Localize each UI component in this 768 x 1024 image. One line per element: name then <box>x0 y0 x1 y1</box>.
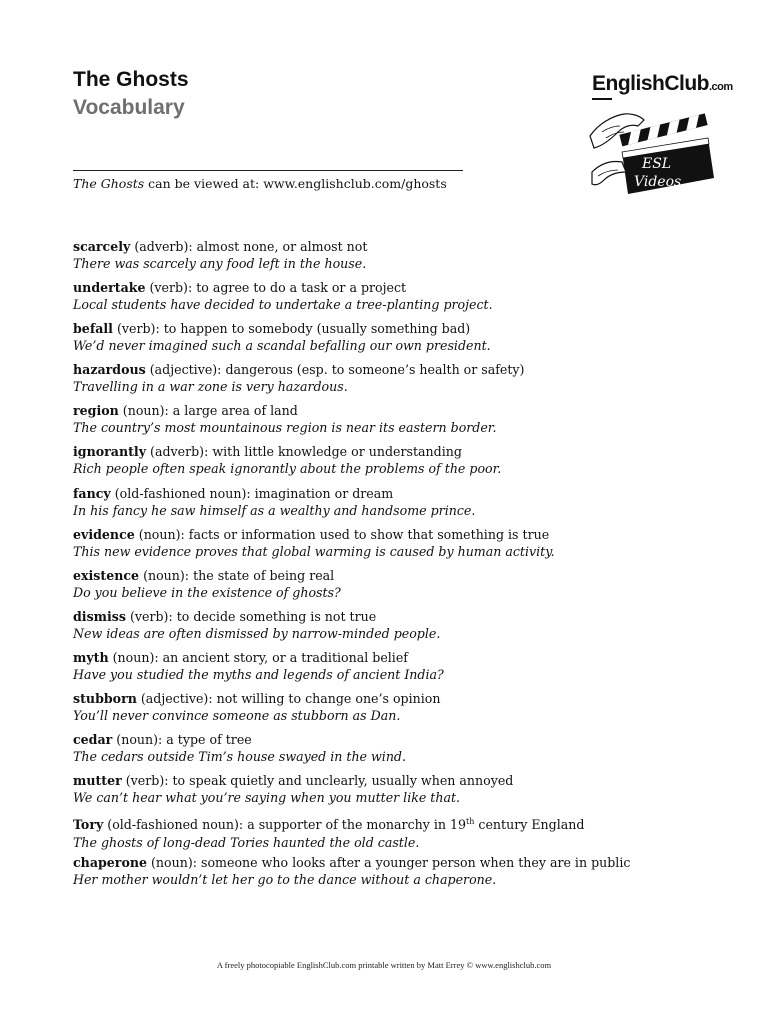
video-title: The Ghosts <box>73 176 145 191</box>
vocab-entry <box>73 361 713 402</box>
entry-example: There was scarcely any food left in the house. <box>73 256 367 271</box>
entry-example: Have you studied the myths and legends of ancient India? <box>73 666 444 682</box>
video-link-line <box>73 176 447 191</box>
entry-definition: a type of tree <box>166 732 252 748</box>
entry-definition-line <box>73 402 713 419</box>
entry-part-of-speech: (noun): <box>112 732 167 748</box>
entry-part-of-speech: (old-fashioned noun): <box>103 817 248 833</box>
entry-example: In his fancy he saw himself as a wealthy and handsome prince. <box>73 502 476 518</box>
entry-definition: not willing to change one’s opinion <box>216 691 441 707</box>
entry-word: evidence <box>73 526 135 542</box>
vocab-entry <box>73 813 713 854</box>
entry-word: Tory <box>73 817 104 833</box>
entry-definition-superscript: th <box>466 817 475 827</box>
entry-word: chaperone <box>73 855 148 871</box>
entry-definition-line <box>73 567 713 584</box>
entry-definition: to happen to somebody (usually something bad) <box>163 321 471 337</box>
vocab-entry <box>73 443 713 484</box>
entry-definition: an ancient story, or a traditional belief <box>162 649 408 665</box>
logo-wordmark: EnglishClub.com <box>592 72 733 95</box>
entry-definition: to decide something is not true <box>176 608 377 624</box>
entry-definition: with little knowledge or understanding <box>212 444 462 460</box>
video-url-text: can be viewed at: www.englishclub.com/ghosts <box>144 176 447 191</box>
entry-part-of-speech: (noun): <box>118 403 173 419</box>
entry-example: We can’t hear what you’re saying when you mutter like that. <box>73 790 461 806</box>
vocab-entry <box>73 690 713 731</box>
entry-definition-line <box>73 608 713 625</box>
footer-credit: A freely photocopiable EnglishClub.com printable written by Matt Errey © www.englishclub.com <box>216 960 552 970</box>
entry-part-of-speech: (verb): <box>121 773 173 789</box>
entry-word: stubborn <box>73 691 137 707</box>
entry-definition-line <box>73 320 713 337</box>
entry-part-of-speech: (noun): <box>139 567 194 583</box>
entry-definition: facts or information used to show that something is true <box>188 526 550 542</box>
entry-definition-line <box>73 443 713 460</box>
vocab-entry <box>73 649 713 690</box>
entry-definition: a supporter of the monarchy in 19 <box>247 817 467 833</box>
entry-definition: dangerous (esp. to someone’s health or safety) <box>225 362 525 378</box>
entry-example: We’d never imagined such a scandal befalling our own president. <box>73 338 491 354</box>
logo-underline <box>592 98 612 100</box>
entry-definition-end: century England <box>474 817 585 833</box>
entry-word: fancy <box>73 485 111 501</box>
header-divider <box>73 170 463 171</box>
page-title: The Ghosts <box>73 68 189 91</box>
entry-example: Local students have decided to undertake a tree-planting project. <box>73 297 493 313</box>
entry-part-of-speech: (old-fashioned noun): <box>110 485 255 501</box>
vocab-entry <box>73 567 713 608</box>
entry-definition: imagination or dream <box>254 485 394 501</box>
vocab-entry <box>73 279 713 320</box>
vocab-entry <box>73 320 713 361</box>
entry-word: mutter <box>73 773 122 789</box>
entry-example: The cedars outside Tim’s house swayed in the wind. <box>73 749 406 765</box>
entry-example: Do you believe in the existence of ghosts? <box>73 584 341 600</box>
entry-part-of-speech: (adverb): <box>130 239 197 254</box>
entry-definition-line <box>73 361 713 378</box>
entry-example: New ideas are often dismissed by narrow-minded people. <box>73 625 441 641</box>
entry-word: myth <box>73 649 109 665</box>
entry-definition-line <box>73 238 713 255</box>
entry-word: undertake <box>73 280 146 296</box>
clapper-label-videos: Videos <box>634 174 682 190</box>
vocab-entry <box>73 772 713 813</box>
entry-part-of-speech: (adjective): <box>136 691 217 707</box>
vocab-entry <box>73 526 713 567</box>
englishclub-logo <box>588 72 733 198</box>
entry-definition: someone who looks after a younger person when they are in public <box>201 855 631 871</box>
entry-part-of-speech: (verb): <box>125 608 177 624</box>
entry-part-of-speech: (adjective): <box>145 362 226 378</box>
vocabulary-list <box>73 238 713 896</box>
entry-word: dismiss <box>73 608 126 624</box>
entry-definition-line <box>73 485 713 502</box>
entry-word: cedar <box>73 732 113 748</box>
entry-part-of-speech: (noun): <box>134 526 189 542</box>
entry-example: The ghosts of long-dead Tories haunted the old castle. <box>73 834 420 850</box>
entry-part-of-speech: (verb): <box>145 280 197 296</box>
entry-definition-line <box>73 731 713 748</box>
entry-word: ignorantly <box>73 444 147 460</box>
entry-word: scarcely <box>73 239 131 254</box>
entry-part-of-speech: (adverb): <box>146 444 213 460</box>
vocab-entry <box>73 485 713 526</box>
entry-definition: the state of being real <box>193 567 335 583</box>
entry-word: existence <box>73 567 140 583</box>
clapper-label-esl: ESL <box>642 156 672 172</box>
entry-definition: a large area of land <box>172 403 298 419</box>
entry-word: befall <box>73 321 113 337</box>
entry-example: You’ll never convince someone as stubborn as Dan. <box>73 708 401 724</box>
entry-part-of-speech: (verb): <box>112 321 164 337</box>
vocab-entry <box>73 238 713 279</box>
entry-part-of-speech: (noun): <box>147 855 202 871</box>
entry-definition: almost none, or almost not <box>196 239 368 254</box>
hand-icon <box>592 161 626 184</box>
vocab-entry <box>73 731 713 772</box>
entry-definition-line <box>73 690 713 707</box>
entry-example: This new evidence proves that global warming is caused by human activity. <box>73 543 555 559</box>
page-subtitle: Vocabulary <box>73 96 185 119</box>
entry-definition: to agree to do a task or a project <box>196 280 407 296</box>
entry-definition-line <box>73 526 713 543</box>
entry-part-of-speech: (noun): <box>108 649 163 665</box>
entry-definition-line <box>73 813 713 833</box>
entry-example: Her mother wouldn’t let her go to the dance without a chaperone. <box>73 872 497 888</box>
entry-word: region <box>73 403 119 419</box>
entry-example: Rich people often speak ignorantly about the problems of the poor. <box>73 461 502 477</box>
vocab-entry <box>73 608 713 649</box>
entry-example: The country’s most mountainous region is near its eastern border. <box>73 420 497 436</box>
entry-word: hazardous <box>73 362 146 378</box>
entry-definition: to speak quietly and unclearly, usually when annoyed <box>172 773 514 789</box>
entry-definition-line <box>73 649 713 666</box>
entry-example: Travelling in a war zone is very hazardous. <box>73 379 348 395</box>
entry-definition-line <box>73 772 713 789</box>
vocab-entry <box>73 854 713 895</box>
vocab-entry <box>73 402 713 443</box>
entry-definition-line <box>73 854 713 871</box>
entry-definition-line <box>73 279 713 296</box>
